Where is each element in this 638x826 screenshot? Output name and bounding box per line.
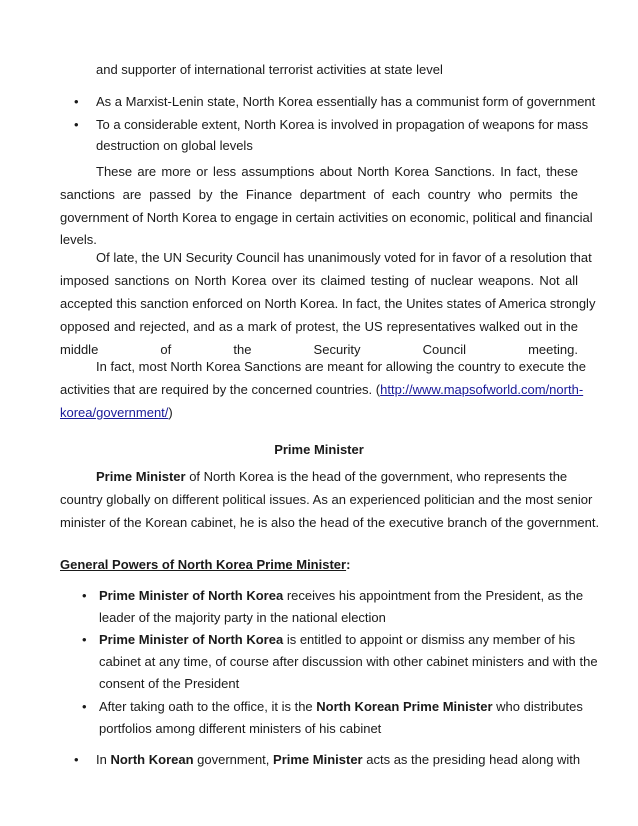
- word: Council: [422, 342, 466, 357]
- paragraph-line: sanctions are passed by the Finance department of each country who permits the: [60, 187, 578, 202]
- text-segment: receives his appointment from the President, as the: [283, 588, 584, 603]
- bullet-text-continued: consent of the President: [99, 676, 240, 691]
- bullet-glyph: •: [82, 699, 87, 714]
- subsection-heading: [60, 557, 350, 573]
- bullet-text-continued: destruction on global levels: [96, 138, 253, 153]
- word: the: [233, 342, 252, 357]
- text-segment: In: [96, 752, 111, 767]
- paragraph-line: imposed sanctions on North Korea over its claimed testing of nuclear weapons. Not all: [60, 273, 578, 288]
- bullet-text: To a considerable extent, North Korea is involved in propagation of weapons for mass: [96, 117, 589, 132]
- paragraph-line: country globally on different political issues. As an experienced politician and the most senior: [60, 492, 593, 507]
- section-heading: Prime Minister: [274, 442, 364, 457]
- bold-term: North Korean: [110, 752, 194, 767]
- bold-term: Prime Minister: [273, 752, 363, 767]
- text-segment: government,: [193, 752, 274, 767]
- bullet-text-continued: leader of the majority party in the national election: [99, 610, 386, 625]
- word: of: [160, 342, 172, 357]
- paragraph-line: accepted this sanction enforced on North Korea. In fact, the Unites states of America strongly: [60, 296, 596, 311]
- bullet-glyph: •: [82, 632, 87, 647]
- bullet-text: [99, 632, 575, 648]
- paragraph-line: [60, 405, 173, 421]
- text-segment: who distributes: [492, 699, 583, 714]
- bullet-glyph: •: [74, 752, 79, 767]
- paragraph-line: These are more or less assumptions about North Korea Sanctions. In fact, these: [96, 164, 578, 179]
- bullet-text: [96, 752, 580, 768]
- bold-term: Prime Minister of North Korea: [99, 632, 284, 647]
- paragraph-line: In fact, most North Korea Sanctions are meant for allowing the country to execute the: [96, 359, 586, 374]
- paragraph-line-spaced: [60, 342, 578, 358]
- bold-term: North Korean Prime Minister: [316, 699, 493, 714]
- bullet-glyph: •: [74, 117, 79, 132]
- paragraph-line: Of late, the UN Security Council has unanimously voted for in favor of a resolution that: [96, 250, 592, 265]
- continuation-line: and supporter of international terrorist activities at state level: [96, 62, 443, 77]
- paragraph-line: [60, 469, 578, 485]
- bullet-text-continued: portfolios among different ministers of his cabinet: [99, 721, 382, 736]
- paragraph-line: minister of the Korean cabinet, he is also the head of the executive branch of the government.: [60, 515, 600, 530]
- bullet-text-continued: cabinet at any time, of course after discussion with other cabinet ministers and with the: [99, 654, 598, 669]
- source-link[interactable]: http://www.mapsofworld.com/north-: [380, 382, 584, 397]
- source-link-continued[interactable]: korea/government/: [60, 405, 169, 420]
- word: meeting.: [528, 342, 578, 357]
- paragraph-line: opposed and rejected, and as a mark of protest, the US representatives walked out in the: [60, 319, 578, 334]
- heading-colon: :: [346, 557, 351, 572]
- bullet-glyph: •: [74, 94, 79, 109]
- paragraph-line: levels.: [60, 232, 97, 247]
- text-segment: ): [168, 405, 173, 420]
- bullet-text: [99, 588, 583, 604]
- bullet-glyph: •: [82, 588, 87, 603]
- text-segment: is entitled to appoint or dismiss any member of his: [283, 632, 576, 647]
- word: middle: [60, 342, 99, 357]
- paragraph-line: government of North Korea to engage in certain activities on economic, political and financial: [60, 210, 593, 225]
- text-segment: After taking oath to the office, it is the: [99, 699, 317, 714]
- text-segment: activities that are required by the concerned countries. (: [60, 382, 381, 397]
- bold-term: Prime Minister: [96, 469, 186, 484]
- subsection-heading-text: General Powers of North Korea Prime Minister: [60, 557, 347, 572]
- bullet-text: As a Marxist-Lenin state, North Korea essentially has a communist form of government: [96, 94, 596, 109]
- text-segment: acts as the presiding head along with: [362, 752, 581, 767]
- word: Security: [313, 342, 361, 357]
- paragraph-line-with-link: [60, 382, 584, 398]
- bold-term: Prime Minister of North Korea: [99, 588, 284, 603]
- bullet-text: [99, 699, 583, 715]
- text-segment: of North Korea is the head of the government, who represents the: [185, 469, 568, 484]
